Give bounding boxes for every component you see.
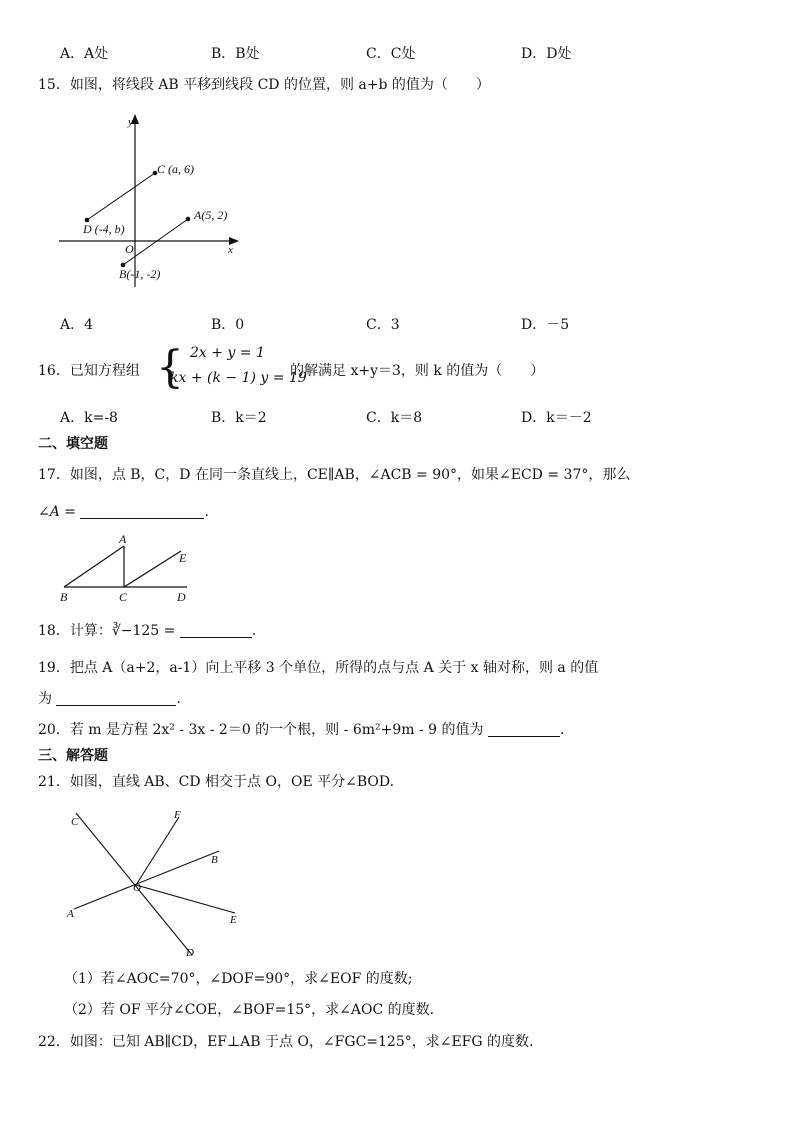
q21-label-e: E bbox=[230, 914, 237, 926]
q17-answer-blank[interactable] bbox=[80, 504, 204, 519]
q15-option-a: A．4 bbox=[60, 317, 94, 333]
q15-origin-label: O bbox=[125, 242, 134, 256]
q15-d-label: D (-4, b) bbox=[83, 222, 125, 236]
q16-option-b: B．k＝2 bbox=[211, 410, 267, 426]
q18-text: 18．计算：∛−125 = bbox=[38, 623, 176, 639]
q15-option-d: D．－5 bbox=[521, 317, 570, 333]
q14-option-b: B．B处 bbox=[211, 46, 260, 62]
q17-question: 17．如图，点 B，C，D 在同一条直线上，CE∥AB，∠ACB = 90°，如果∠ECD = 37°，那么 bbox=[38, 467, 631, 483]
q15-a-label: A(5, 2) bbox=[194, 208, 228, 222]
q15-figure bbox=[55, 112, 245, 292]
q21-label-c: C bbox=[71, 816, 79, 828]
q20-text: 20．若 m 是方程 2x² - 3x - 2＝0 的一个根，则 - 6m²+9m - 9 的值为 bbox=[38, 722, 484, 738]
q15-x-label: x bbox=[228, 244, 233, 256]
q21-label-d: D bbox=[186, 947, 194, 959]
q18-answer-blank[interactable] bbox=[180, 623, 252, 638]
q15-option-c: C．3 bbox=[366, 317, 400, 333]
q21-question: 21．如图，直线 AB、CD 相交于点 O，OE 平分∠BOD. bbox=[38, 774, 395, 790]
q17-label-e: E bbox=[179, 551, 187, 565]
q18-question bbox=[38, 621, 256, 641]
q19-answer-blank[interactable] bbox=[56, 691, 176, 706]
q16-suffix: 的解满足 x+y＝3，则 k 的值为（ ） bbox=[290, 363, 545, 379]
q17-label-b: B bbox=[60, 590, 68, 604]
q16-option-a: A．k=-8 bbox=[60, 410, 118, 426]
q22-question: 22．如图：已知 AB∥CD，EF⊥AB 于点 O，∠FGC=125°，求∠EFG 的度数. bbox=[38, 1034, 534, 1050]
q16-brace: { bbox=[156, 342, 184, 393]
q16-prefix: 16．已知方程组 bbox=[38, 363, 140, 379]
q21-label-b: B bbox=[211, 854, 218, 866]
q16-option-c: C．k＝8 bbox=[366, 410, 423, 426]
section-3-heading: 三、解答题 bbox=[38, 748, 108, 764]
q16-equation-2: kx + (k − 1) y = 19 bbox=[170, 370, 307, 386]
q16-equation-1: 2x + y = 1 bbox=[190, 345, 265, 361]
q21-part-1: （1）若∠AOC=70°，∠DOF=90°，求∠EOF 的度数; bbox=[64, 971, 413, 987]
q15-b-label: B(-1, -2) bbox=[119, 267, 161, 281]
q20-answer-blank[interactable] bbox=[488, 722, 560, 737]
q20-question: 20．若 m 是方程 2x² - 3x - 2＝0 的一个根，则 - 6m²+9m - 9 的值为 . bbox=[38, 722, 565, 738]
section-2-heading: 二、填空题 bbox=[38, 436, 108, 452]
q19-question-line1: 19．把点 A（a+2，a-1）向上平移 3 个单位，所得的点与点 A 关于 x 轴对称，则 a 的值 bbox=[38, 660, 599, 676]
q14-option-d: D．D处 bbox=[521, 46, 572, 62]
q18-end: . bbox=[251, 623, 257, 639]
q17-label-d: D bbox=[177, 590, 186, 604]
q17-answer-prefix: ∠A = bbox=[38, 504, 77, 520]
q15-c-label: C (a, 6) bbox=[157, 162, 194, 176]
q14-option-a: A．A处 bbox=[60, 46, 109, 62]
q17-label-c: C bbox=[119, 590, 128, 604]
q21-label-f: F bbox=[174, 809, 181, 821]
q21-label-o: O bbox=[133, 882, 141, 894]
q16-option-d: D．k＝－2 bbox=[521, 410, 592, 426]
q15-question: 15．如图，将线段 AB 平移到线段 CD 的位置，则 a+b 的值为（ ） bbox=[38, 77, 490, 93]
q21-label-a: A bbox=[67, 908, 74, 920]
q21-part-2: （2）若 OF 平分∠COE，∠BOF=15°，求∠AOC 的度数. bbox=[64, 1002, 435, 1018]
q15-option-b: B．0 bbox=[211, 317, 245, 333]
q19-line2-text: 为 bbox=[38, 691, 52, 707]
q17-figure bbox=[55, 532, 205, 607]
q15-y-label: y bbox=[128, 116, 133, 128]
q14-option-c: C．C处 bbox=[366, 46, 416, 62]
q17-answer-label: ∠A = . bbox=[38, 504, 209, 520]
q17-label-a: A bbox=[119, 532, 127, 546]
q19-question-line2: 为 . bbox=[38, 691, 181, 707]
q21-figure bbox=[60, 805, 250, 965]
